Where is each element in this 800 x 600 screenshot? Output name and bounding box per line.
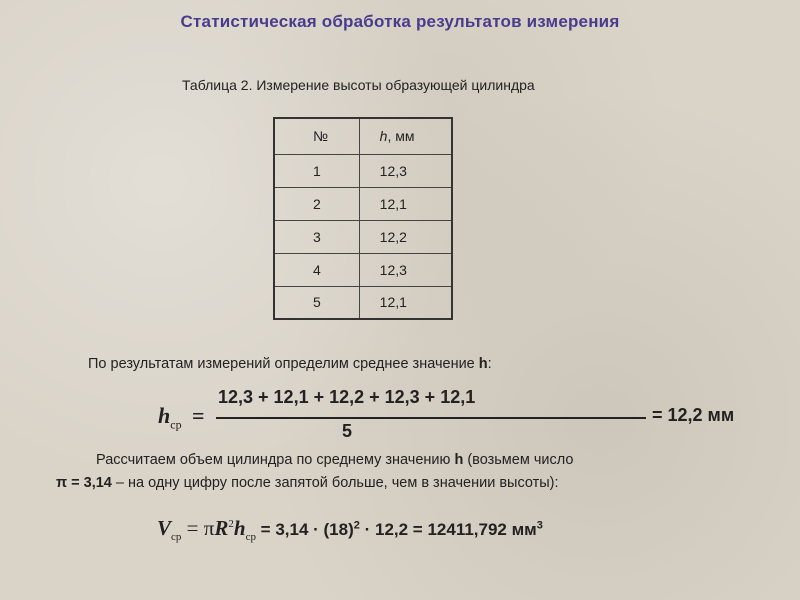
volume-unit-sup: 3 <box>536 519 543 532</box>
table-row <box>274 187 452 220</box>
mean-lhs <box>158 403 182 432</box>
cell-number: 5 <box>274 286 359 319</box>
table-row <box>274 154 452 187</box>
cell-number: 3 <box>274 220 359 253</box>
cell-number: 1 <box>274 154 359 187</box>
cell-number: 2 <box>274 187 359 220</box>
radius-sup: 2 <box>228 518 234 530</box>
fraction-bar <box>216 417 646 419</box>
volume-intro-part1: Рассчитаем объем цилиндра по среднему значению <box>96 452 455 468</box>
cell-height: 12,1 <box>359 286 452 319</box>
header-height-var: h <box>379 128 388 145</box>
volume-rest2: · 12,2 = 12411,792 мм <box>359 520 537 539</box>
measurement-table <box>273 117 453 320</box>
volume-eq-pi: = π <box>181 516 215 540</box>
radius-var: R <box>214 516 229 540</box>
table-row <box>274 253 452 286</box>
mean-intro-colon: : <box>487 356 492 372</box>
volume-intro-part2: (возьмем число <box>463 452 574 468</box>
header-number: № <box>274 118 359 154</box>
mean-lhs-var: h <box>158 403 171 428</box>
table-caption: Таблица 2. Измерение высоты образующей цилиндра <box>182 77 535 93</box>
mean-intro-body: По результатам измерений определим среднее значение <box>88 356 479 372</box>
cell-height: 12,1 <box>359 187 452 220</box>
mean-intro-text <box>88 356 492 372</box>
table-header-row <box>274 118 452 154</box>
header-height-unit: , мм <box>387 128 415 145</box>
cell-height: 12,3 <box>359 253 452 286</box>
height-sub: ср <box>245 531 256 544</box>
slide-title: Статистическая обработка результатов измерения <box>180 12 620 31</box>
mean-result: = 12,2 мм <box>652 405 735 425</box>
volume-rest1: = 3,14 · (18) <box>255 520 354 539</box>
header-height <box>359 118 452 154</box>
cell-height: 12,2 <box>359 220 452 253</box>
volume-formula <box>157 516 543 543</box>
mean-lhs-sub: ср <box>170 417 182 432</box>
table-row <box>274 220 452 253</box>
volume-intro-line2 <box>56 472 736 495</box>
mean-equals: = <box>192 403 205 428</box>
table-row <box>274 286 452 319</box>
mean-denominator: 5 <box>342 421 353 441</box>
cell-height: 12,3 <box>359 154 452 187</box>
volume-rest-sup: 2 <box>353 519 360 532</box>
volume-sub: ср <box>171 531 182 544</box>
height-var: h <box>233 516 246 540</box>
volume-intro-part3: – на одну цифру после запятой больше, чем в значении высоты): <box>111 475 559 491</box>
mean-numerator: 12,3 + 12,1 + 12,2 + 12,3 + 12,1 <box>218 387 476 407</box>
mean-intro-var: h <box>478 356 488 372</box>
pi-value: π = 3,14 <box>56 475 112 491</box>
volume-intro-var: h <box>454 452 464 468</box>
cell-number: 4 <box>274 253 359 286</box>
volume-rest <box>256 520 543 539</box>
volume-intro-text <box>56 449 736 495</box>
volume-var: V <box>157 516 172 540</box>
